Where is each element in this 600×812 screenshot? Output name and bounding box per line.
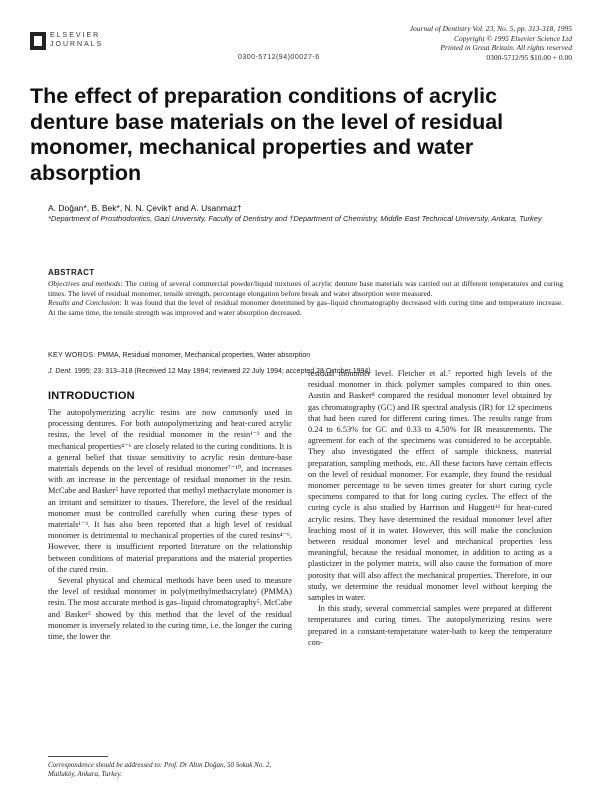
keywords-label: KEY WORDS:: [48, 352, 96, 359]
abstract-heading: ABSTRACT: [48, 268, 95, 277]
keywords: [48, 352, 568, 359]
abstract-body: [48, 279, 563, 317]
journal-line: Copyright © 1995 Elsevier Science Ltd: [454, 33, 572, 43]
paragraph: The autopolymerizing acrylic resins are now commonly used in processing dentures. For both autopolymerizing and heat-cured acrylic resins, the level of the residual monomer in the resin¹⁻³ and the mechanical properties⁴⁻⁶ are closely related to the curing conditions. It is a general belief that tissue sensitivity to acrylic resin denture-base materials depends on the level of residual monomer⁷⁻¹⁰, and increases with an increase in the percentage of residual monomer in the resin. McCabe and Basker⁵ have reported that methyl methacrylate monomer is an irritant and sensitizer to tissues. Therefore, the level of the residual monomer must be controlled carefully when curing these types of materials¹⁻³. It has also been reported that a high level of residual monomer is detrimental to mechanical properties of the cured resins⁴⁻⁶. However, there is insufficient reported literature on the relationship between conditions of material preparations and the material properties of the cured resin.: [48, 408, 292, 574]
affiliation: *Department of Prosthodontics, Gazi University, Faculty of Dentistry and †Department of Chemistry, Middle East Technical University, Ankara, Turkey: [48, 214, 542, 223]
citation-details: 1995; 23: 313–318 (Received 12 May 1994; reviewed 22 July 1994; accepted 28 October 1994): [74, 368, 371, 375]
article-title: The effect of preparation conditions of acrylic denture base materials on the level of residual monomer, mechanical properties and water absorption: [30, 84, 504, 185]
elsevier-tree-icon: [30, 32, 46, 50]
keywords-text: PMMA, Residual monomer, Mechanical properties, Water absorption: [97, 352, 311, 359]
journal-line: Journal of Dentistry Vol. 23, No. 5, pp. 313-318, 1995: [409, 24, 572, 33]
left-column: [48, 407, 292, 642]
journal-line: 0300-5712/95 $10.00 + 0.00: [486, 52, 572, 62]
journal-line: Printed in Great Britain. All rights reserved: [440, 43, 572, 52]
objectives-text: The curing of several commercial powder/liquid mixtures of acrylic denture base materials was carried out at different temperatures and curing times. The level of residual monomer, tensile strength, percentage elongation before break and water absorption were measured.: [48, 279, 563, 298]
pii-code: 0300-5712(94)00027-6: [238, 54, 320, 61]
results-label: Results and Conclusion:: [48, 298, 122, 308]
introduction-heading: INTRODUCTION: [48, 390, 135, 402]
paragraph: In this study, several commercial samples were prepared at different temperatures and curing times. The autopolymerizing resins were prepared in a constant-temperature water-bath to keep the temperature con-: [308, 604, 552, 647]
objectives-label: Objectives and methods:: [48, 279, 124, 288]
paragraph: Several physical and chemical methods have been used to measure the level of residual monomer in poly(methylmethacrylate) (PMMA) resin. The most accurate method is gas–liquid chromatography⁵. McCabe and Basker⁵ showed by this method that the level of the residual monomer is inversely related to the curing time, i.e. the longer the curing time, the lower the: [48, 576, 292, 642]
right-column: [308, 368, 552, 648]
journal-info: [410, 24, 572, 62]
publisher-name: ELSEVIER: [50, 32, 101, 39]
author-list: A. Doğan*, B. Bek*, N. N. Çevik† and A. Usanmaz†: [48, 203, 242, 213]
publisher-logo: [30, 32, 140, 52]
results-text: It was found that the level of residual monomer determined by gas–liquid chromatography decreased with curing time and temperature increase. At the same time, the tensile strength was improved and water absorption decreased.: [48, 298, 564, 317]
paragraph: residual monomer level. Fletcher et al.⁷ reported high levels of the residual monomer in thick polymer samples compared to thin ones. Austin and Basker⁸ compared the residual monomer level obtained by gas chromatography (GC) and IR spectral analysis (IR) for 12 specimens that had been cured for different curing times. The results range from 0.24 to 6.53% for GC and 0.33 to 4.50% for IR measurements. The agreement for each of the specimens was considered to be acceptable. They also investigated the effect of sample thickness, material preparation, sampling methods, etc. All these factors have certain effects on the level of residual monomer. For example, they found the residual monomer percentage to be seven times greater for short curing cycle specimens compared to that for long curing cycles. The effect of the curing cycle is also studied by Harrison and Huggett¹² for heat-cured acrylic resins. They have determined the residual monomer level after leaching most of it in water. However, this will make the conclusion between residual monomer level and mechanical properties less meaningful, because the residual monomer, in addition to acting as a plasticizer in the polymer matrix, will also cause the formation of more porosity that will also affect the mechanical properties. Therefore, in our study, we determine the residual monomer level without keeping the samples in water.: [308, 369, 552, 603]
footnote-divider: [48, 756, 108, 757]
publisher-subname: JOURNALS: [50, 41, 104, 48]
citation-journal: J. Dent.: [48, 368, 73, 375]
correspondence-footnote: Correspondence should be addressed to: Prof. Dr Altın Doğan, 50 Sokak No. 2, Mutluköy, Ankara, Turkey.: [48, 761, 272, 778]
